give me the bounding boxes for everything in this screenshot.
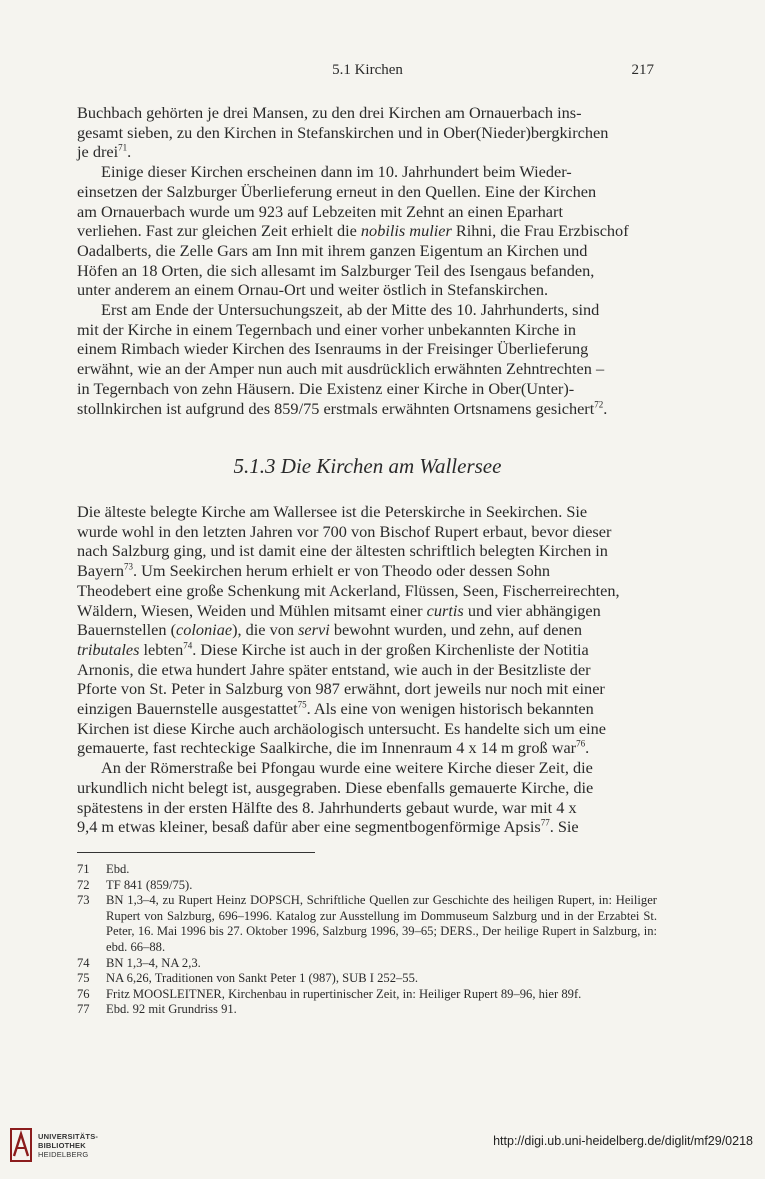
- body-text-bottom: [77, 502, 657, 837]
- footnote-divider: [77, 852, 315, 853]
- footnote: [77, 956, 657, 972]
- footnote-number: 75: [77, 971, 90, 986]
- paragraph: Erst am Ende der Untersuchungszeit, ab der Mitte des 10. Jahrhunderts, sind mit der Kirche in einem Tegernbach und einer vorher unbekannten Kirche in einem Rimbach wieder Kirchen des Isenraums in der Freisinger Überlieferung erwähnt, wie an der Amper nun auch mit ausdrücklich erwähnten Zehntrechten – in Tegernbach von zehn Häusern. Die Existenz einer Kirche in Ober(Unter)- stollnkirchen ist aufgrund des 859/75 erstmals erwähnten Ortsnamens gesichert$^{72}$.: [77, 300, 608, 418]
- footnote-text: BN 1,3–4, NA 2,3.: [106, 955, 201, 970]
- footnote-number: 77: [77, 1002, 90, 1017]
- text-run: Die älteste belegte Kirche am Wallersee ist die Peterskirche in Seekirchen. Sie wurde wohl in den letzten Jahren vor 700 von Bischof Rupert erbaut, bevor dieser nach Salzburg ging, und ist damit eine der ältesten schriftlich belegten Kirchen in Bayern: [77, 502, 612, 581]
- footnote-text: Fritz MOOSLEITNER, Kirchenbau in rupertinischer Zeit, in: Heiliger Rupert 89–96, hier 89f.: [106, 986, 582, 1001]
- text-run: Erst am Ende der Untersuchungszeit, ab der Mitte des 10. Jahrhunderts, sind mit der Kirche in einem Tegernbach und einer vorher unbekannten Kirche in einem Rimbach wieder Kirchen des Isenraums in der Freisinger Überlieferung erwähnt, wie an der Amper nun auch mit ausdrücklich erwähnten Zehntrechten – in Tegernbach von zehn Häusern. Die Existenz einer Kirche in Ober(Unter)- stollnkirchen ist aufgrund des 859/75 erstmals erwähnten Ortsnamens gesichert: [77, 300, 605, 418]
- footnote-ref[interactable]: 75: [297, 699, 307, 710]
- footnote-number: 76: [77, 986, 90, 1001]
- text-run: Einige dieser Kirchen erscheinen dann im 10. Jahrhundert beim Wieder- einsetzen der Salzburger Überlieferung erneut in den Quellen. Eine der Kirchen am Ornauerbach wurde um 923 auf Lebzeiten mit Zehnt an einen Eparhart verliehen. Fast zur gleichen Zeit erhielt die: [77, 162, 597, 241]
- italic-term: tributales: [77, 639, 140, 659]
- paragraph: Die älteste belegte Kirche am Wallersee ist die Peterskirche in Seekirchen. Sie wurde wohl in den letzten Jahren vor 700 von Bischof Rupert erbaut, bevor dieser nach Salzburg ging, und ist damit eine der ältesten schriftlich belegten Kirchen in Bayern$^{73}$. Um Seekirchen herum erhielt er von Theodo oder dessen Sohn Theodebert eine große Schenkung mit Ackerland, Flüssen, Seen, Fischerreirechten, Wäldern, Wiesen, Weiden und Mühlen mitsamt einer curtis und vier abhängigen Bauernstellen (coloniae), die von servi bewohnt wurden, und zehn, auf denen tributales lebten$^{74}$. Diese Kirche ist auch in der großen Kirchenliste der Notitia Arnonis, die etwa hundert Jahre später entstand, wie auch in der Besitzliste der Pforte von St. Peter in Salzburg von 987 erwähnt, dort jeweils nur noch mit einer einzigen Bauernstelle ausgestattet$^{75}$. Als eine von wenigen historisch bekannten Kirchen ist diese Kirche auch archäologisch untersucht. Es handelte sich um eine gemauerte, fast rechteckige Saalkirche, die im Innenraum 4 x 14 m groß war$^{76}$.: [77, 502, 620, 758]
- text-run: Buchbach gehörten je drei Mansen, zu den drei Kirchen am Ornauerbach ins- gesamt sieben, zu den Kirchen in Stefanskirchen und in Ober(Nieder)bergkirchen je drei: [77, 103, 609, 162]
- library-name-line: BIBLIOTHEK: [38, 1140, 86, 1150]
- paragraph: [77, 758, 657, 837]
- section-title: 5.1 Kirchen: [332, 62, 403, 78]
- footnote-ref[interactable]: 72: [594, 399, 604, 410]
- paragraph: Buchbach gehörten je drei Mansen, zu den drei Kirchen am Ornauerbach ins- gesamt sieben, zu den Kirchen in Stefanskirchen und in Ober(Nieder)bergkirchen je drei$^{71}$.: [77, 103, 609, 162]
- italic-term: servi: [298, 620, 330, 640]
- footnote-ref[interactable]: 73: [124, 561, 134, 572]
- italic-term: nobilis mulier: [360, 221, 452, 241]
- text-run: . Als eine von wenigen historisch bekannten Kirchen ist diese Kirche auch archäologisch untersucht. Es handelte sich um eine gemauerte, fast rechteckige Saalkirche, die im Innenraum 4 x 14 m groß war: [77, 699, 606, 758]
- library-logo[interactable]: [10, 1125, 98, 1165]
- footnote-ref[interactable]: 71: [118, 142, 128, 153]
- paragraph: [77, 162, 657, 300]
- footnote-number: 74: [77, 955, 90, 970]
- footnote-text: TF 841 (859/75).: [106, 877, 193, 892]
- body-text-top: [77, 103, 657, 418]
- footnote: [77, 1002, 657, 1018]
- text-run: . Um Seekirchen herum erhielt er von Theodo oder dessen Sohn Theodebert eine große Schenkung mit Ackerland, Flüssen, Seen, Fischerreirechten, Wäldern, Wiesen, Weiden und Mühlen mitsamt einer: [77, 561, 620, 620]
- footnote-number: 71: [77, 862, 90, 876]
- text-run: bewohnt wurden, und zehn, auf denen: [333, 620, 583, 640]
- library-emblem-icon: [10, 1128, 32, 1162]
- footnote-text: Ebd.: [106, 862, 130, 876]
- page-number: 217: [631, 62, 654, 78]
- footnote-number: 73: [77, 893, 90, 908]
- text-run: ), die von: [232, 620, 299, 640]
- text-run: und vier abhängigen Bauernstellen (: [77, 600, 601, 640]
- footnote: [77, 862, 657, 878]
- library-name-line: UNIVERSITÄTS-: [38, 1131, 99, 1141]
- footnote: [77, 878, 657, 894]
- footnote: [77, 987, 657, 1003]
- section-heading: 5.1.3 Die Kirchen am Wallersee: [233, 454, 502, 478]
- text-run: . Diese Kirche ist auch in der großen Kirchenliste der Notitia Arnonis, die etwa hundert Jahre später entstand, wie auch in der Besitzliste der Pforte von St. Peter in Salzburg von 987 erwähnt, dort jeweils nur noch mit einer einzigen Bauernstelle ausgestattet: [77, 639, 605, 719]
- library-name: [38, 1132, 98, 1159]
- footnote-text: NA 6,26, Traditionen von Sankt Peter 1 (987), SUB I 252–55.: [106, 971, 419, 986]
- italic-term: coloniae: [176, 620, 233, 640]
- footnote-ref[interactable]: 74: [183, 640, 193, 651]
- footnote-text: Ebd. 92 mit Grundriss 91.: [106, 1002, 237, 1017]
- footnote: [77, 971, 657, 987]
- footnote-ref[interactable]: 77: [540, 817, 550, 828]
- text-run: . Sie: [549, 817, 579, 837]
- footnote-ref[interactable]: 76: [576, 739, 586, 750]
- permalink-url[interactable]: http://digi.ub.uni-heidelberg.de/diglit/mf29/0218: [493, 1134, 753, 1148]
- footnotes: [77, 862, 657, 1018]
- text-run: lebten: [139, 639, 184, 659]
- text-run: An der Römerstraße bei Pfongau wurde eine weitere Kirche dieser Zeit, die urkundlich nicht belegt ist, ausgegraben. Diese ebenfalls gemauerte Kirche, die spätestens in der ersten Hälfte des 8. Jahrhunderts gebaut wurde, war mit 4 x 9,4 m etwas kleiner, besaß dafür aber eine segmentbogenförmige Apsis: [77, 758, 594, 837]
- footnote-text: BN 1,3–4, zu Rupert Heinz DOPSCH, Schriftliche Quellen zur Geschichte des heiligen Rupert, in: Heiliger Rupert von Salzburg, 696–1996. Katalog zur Ausstellung im Dommuseum Salzburg und in der Erzabtei St. Peter, 16. Mai 1996 bis 27. Oktober 1996, Salzburg 1996, 39–65; DERS., Der heilige Rupert in Salzburg, in: ebd. 66–88.: [106, 893, 657, 954]
- text-run: Rihni, die Frau Erzbischof Oadalberts, die Zelle Gars am Inn mit ihrem ganzen Eigentum an Kirchen und Höfen an 18 Orten, die sich allesamt im Salzburger Teil des Isengaus befanden, unter anderem an einem Ornau-Ort und weiter östlich in Stefanskirchen.: [77, 221, 629, 300]
- italic-term: curtis: [426, 600, 464, 620]
- library-name-line: HEIDELBERG: [38, 1149, 89, 1159]
- footnote: [77, 893, 657, 955]
- running-head: [0, 62, 765, 82]
- footnote-number: 72: [77, 877, 90, 892]
